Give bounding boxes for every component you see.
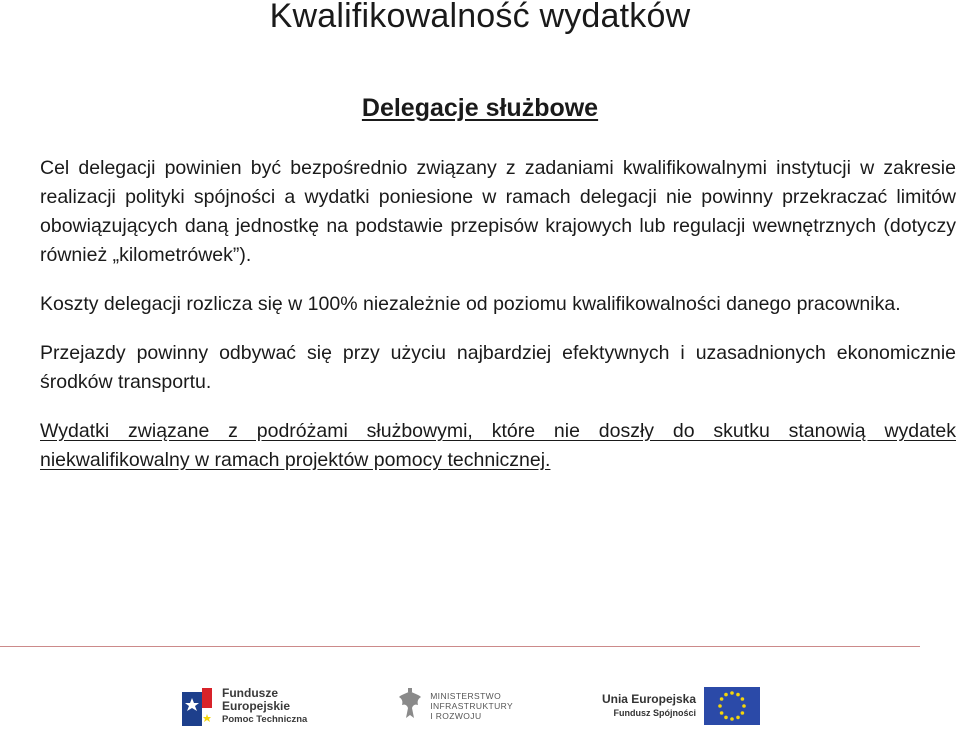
eu-flag-icon [704, 687, 760, 725]
paragraph-transport: Przejazdy powinny odbywać się przy użyciu najbardziej efektywnych i uzasadnionych ekonomicznie środków transportu. [40, 342, 956, 393]
paragraph-purpose: Cel delegacji powinien być bezpośrednio związany z zadaniami kwalifikowalnymi instytucji w zakresie realizacji polityki spójności a wydatki poniesione w ramach delegacji nie powinny przekraczać limitów obowiązujących daną jednostkę na podstawie przepisów krajowych lub regulacji wewnętrznych (dotyczy również „kilometrówek”). [40, 157, 956, 266]
fe-logo-line2: Europejskie [222, 698, 291, 713]
ministry-line2: INFRASTRUKTURY [430, 701, 514, 711]
eu-logo-line1: Unia Europejska [601, 692, 696, 706]
ministry-line1: MINISTERSTWO [430, 691, 502, 701]
eagle-emblem-icon [396, 688, 424, 724]
eu-logo [602, 687, 760, 725]
paragraph-ineligible: Wydatki związane z podróżami służbowymi, które nie doszły do skutku stanowią wydatek niekwalifikowalny w ramach projektów pomocy technicznej. [40, 420, 956, 471]
fe-logo-line3: Pomoc Techniczna [222, 713, 308, 725]
footer-divider [0, 646, 920, 647]
ministry-line3: I ROZWOJU [430, 711, 482, 721]
page-title: Kwalifikowalność wydatków [269, 0, 691, 35]
fe-logo-line1: Fundusze [222, 685, 278, 700]
fe-logo [180, 684, 307, 728]
fe-stars-icon [180, 684, 214, 728]
eu-logo-line2: Fundusz Spójności [613, 708, 696, 718]
footer-logos [180, 668, 760, 744]
ministry-logo [396, 688, 513, 724]
paragraph-costs: Koszty delegacji rozlicza się w 100% niezależnie od poziomu kwalifikowalności danego pracownika. [40, 293, 901, 315]
body-text [40, 154, 956, 475]
section-subtitle: Delegacje służbowe [361, 94, 599, 122]
